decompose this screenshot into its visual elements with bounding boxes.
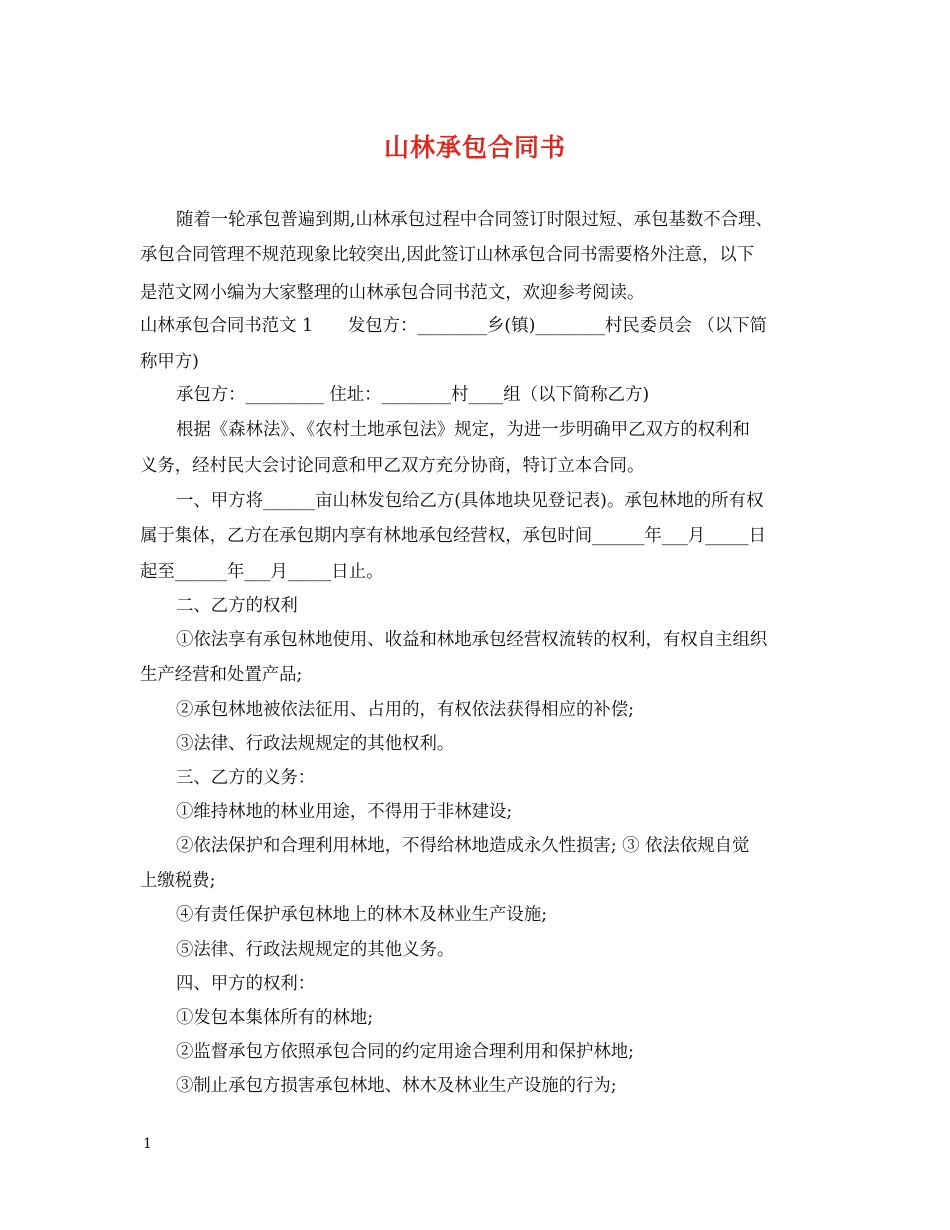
paragraph-line: 上缴税费; [140,871,216,891]
paragraph-line: 称甲方) [140,352,199,372]
paragraph-line: ①发包本集体所有的林地; [176,1008,374,1028]
paragraph-line: ⑤法律、行政法规规定的其他义务。 [176,940,455,960]
paragraph-line: 山林承包合同书范文 1 发包方：________乡(镇)________村民委员会 （以下简 [140,316,767,336]
paragraph-line: 属于集体，乙方在承包期内享有林地承包经营权，承包时间______年___月_____日 [140,526,767,546]
paragraph-line: 生产经营和处置产品; [140,665,303,685]
paragraph-line: 承包合同管理不规范现象比较突出,因此签订山林承包合同书需要格外注意，以下 [140,245,755,265]
paragraph-line: 一、甲方将______亩山林发包给乙方(具体地块见登记表)。承包林地的所有权 [176,491,764,511]
paragraph-line: ①依法享有承包林地使用、收益和林地承包经营权流转的权利，有权自主组织 [176,630,768,650]
paragraph-line: ②监督承包方依照承包合同的约定用途合理利用和保护林地; [176,1042,635,1062]
section-heading: 三、乙方的义务： [176,768,316,788]
paragraph-line: 义务，经村民大会讨论同意和甲乙双方充分协商，特订立本合同。 [140,456,645,476]
paragraph-line: ④有责任保护承包林地上的林木及林业生产设施; [176,905,548,925]
document-title: 山林承包合同书 [383,133,566,162]
page-number: 1 [143,1136,152,1152]
paragraph-line: ①维持林地的林业用途，不得用于非林建设; [176,802,513,822]
paragraph-line: 承包方：_________ 住址：________村____组（以下简称乙方) [176,385,650,405]
paragraph-line: 是范文网小编为大家整理的山林承包合同书范文，欢迎参考阅读。 [140,283,645,303]
paragraph-line: 随着一轮承包普遍到期,山林承包过程中合同签订时限过短、承包基数不合理、 [176,210,773,230]
section-heading: 二、乙方的权利 [176,596,298,616]
section-heading: 四、甲方的权利： [176,974,316,994]
paragraph-line: ②承包林地被依法征用、占用的，有权依法获得相应的补偿; [176,700,635,720]
paragraph-line: ③制止承包方损害承包林地、林木及林业生产设施的行为; [176,1076,617,1096]
paragraph-line: ②依法保护和合理利用林地，不得给林地造成永久性损害; ③ 依法依规自觉 [176,836,750,856]
paragraph-line: 根据《森林法》、《农村土地承包法》规定，为进一步明确甲乙双方的权利和 [176,420,750,440]
paragraph-line: ③法律、行政法规规定的其他权利。 [176,734,455,754]
paragraph-line: 起至______年___月_____日止。 [140,562,384,582]
